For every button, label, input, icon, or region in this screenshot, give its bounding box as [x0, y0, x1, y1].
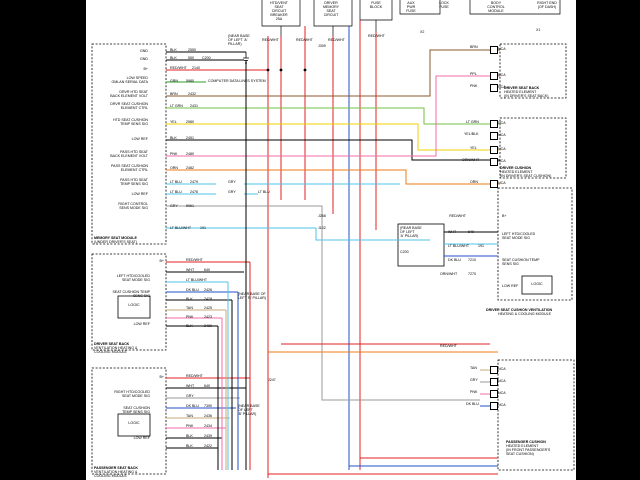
dsb-row-2-color: LT BLU/WHT	[186, 278, 208, 282]
splice-j102: J102	[318, 226, 326, 230]
right-row-1-color: PPL	[470, 72, 477, 76]
right-row-3-color: LT GRN	[466, 120, 479, 124]
mem-row-12-label2: SENS MODE SIG	[119, 206, 148, 210]
connector-label-3: NCA	[498, 121, 506, 125]
dsb-row-0-label: B+	[159, 259, 164, 263]
passenger-back-logic-label: LOGIC	[128, 421, 140, 425]
right-row-4-color: YEL/BLK	[464, 132, 479, 136]
passenger-seat-back-module-title: PASSENGER SEAT BACK	[94, 466, 138, 470]
connector-label-7: NCA	[498, 181, 506, 185]
mem-row-7-label: LOW REF	[131, 137, 148, 141]
dsb-row-5-color: TAN	[186, 306, 193, 310]
gry-label-1: GRY	[228, 180, 236, 184]
top-color-label-0: RED/WHT	[262, 38, 279, 42]
right-mid-row-1-label: LEFT HTD/COOLED	[502, 232, 536, 236]
mem-row-7-num: 2451	[186, 136, 194, 140]
bcm-label-4: RIGHT END	[537, 1, 557, 5]
connector-label-8: NCA	[498, 367, 506, 371]
mem-row-7-color: BLK	[170, 136, 177, 140]
fuse-label-aux-pwr-3: FUSE	[406, 9, 416, 13]
dsb-row-4-color: BLK	[186, 297, 193, 301]
mem-row-5-num: 2431	[190, 104, 198, 108]
mem-row-1-num: 550	[188, 56, 194, 60]
dsb-row-1-label: LEFT HTD/COOLED	[116, 274, 150, 278]
rear-base-left-a-2: OF LEFT	[400, 230, 415, 234]
bcm-label-3: MODULE	[488, 9, 504, 13]
psb-row-4-color: TAN	[186, 414, 193, 418]
driver-seat-back-module-title: DRIVER SEAT BACK	[94, 342, 130, 346]
right-mid-row-3-color: DK BLU	[448, 258, 461, 262]
dsb-row-1-num: 640	[204, 268, 210, 272]
near-base-b-pillar2-1: (NEAR BASE	[238, 404, 260, 408]
connector-pin-b-1	[490, 72, 498, 80]
right-mid-row-0-color: RED/WHT	[449, 214, 466, 218]
splice-j247: J247	[268, 378, 276, 382]
rear-base-left-a-1: (REAR BASE	[400, 226, 422, 230]
dsb-row-6-color: PNK	[186, 315, 194, 319]
splice-j309: J309	[318, 44, 326, 48]
mem-row-12-num: 5961	[186, 204, 194, 208]
psb-row-6-color: BLK	[186, 434, 193, 438]
fuse-label-aux-pwr-2: PWR	[406, 5, 416, 9]
near-base-left-a-pillar-2: OF LEFT 'A'	[228, 38, 248, 42]
fuse-label-lock-2: FUSE	[439, 5, 449, 9]
passenger-cushion-l3: (IN FRONT PASSENGER'S	[506, 448, 551, 452]
mem-row-9-num: 2482	[186, 166, 194, 170]
mem-row-4-num: 2432	[188, 92, 196, 96]
fuse-value-htd-vent: 25A	[275, 17, 283, 21]
mem-row-5-label: DRVR SEAT CUSHION	[110, 102, 148, 106]
right-mid-row-1-label2: SEAT MODE SIG	[502, 236, 531, 240]
redwht-lower-label: RED/WHT	[440, 344, 457, 348]
connector-pin-c-2	[490, 84, 498, 92]
right-row-8-color: TAN	[470, 366, 477, 370]
dsb-row-4-num: 2428	[204, 297, 212, 301]
driver-seat-back-element-l2: HEATED ELEMENT	[504, 90, 537, 94]
mem-row-10-color: LT BLU	[170, 180, 182, 184]
bcm-label-5: (OF DASH)	[537, 5, 557, 9]
mem-row-3-label2: GMLAN SERIAL DATA	[111, 80, 148, 84]
right-mid-row-1-color: WHT	[448, 230, 457, 234]
psb-row-0-label: B+	[159, 375, 164, 379]
mem-row-4-label: DRVR HTD SEAT	[119, 90, 148, 94]
right-row-9-color: GRY	[470, 378, 478, 382]
mem-row-11-label: LOW REF	[131, 192, 148, 196]
psb-row-4-num: 2436	[204, 414, 212, 418]
mem-row-8-num: 2480	[186, 152, 194, 156]
connector-x1-top: X1	[536, 28, 541, 32]
psb-row-3-num: 7390	[204, 404, 212, 408]
gry-label-2: GRY	[228, 190, 236, 194]
connector-pin-b-6	[490, 158, 498, 166]
rear-base-c-ref: C200	[400, 250, 409, 254]
letterbox-right-black	[576, 0, 640, 480]
mem-row-9-color: ORN	[170, 166, 178, 170]
computer-data-lines-label: COMPUTER DATA LINES SYSTEM	[208, 79, 266, 83]
psb-row-5-num: 2434	[204, 424, 212, 428]
dsb-row-3-label: SEAT CUSHION TEMP	[112, 290, 150, 294]
driver-back-logic-label: LOGIC	[128, 303, 140, 307]
fuse-label-aux-pwr: AUX	[407, 1, 415, 5]
psb-row-3-label: SEAT CUSHION	[123, 406, 150, 410]
ltblu-label-1: LT BLU	[258, 190, 270, 194]
connector-pin-b-9	[490, 378, 498, 386]
mem-row-10-label: PASS HTD SEAT	[120, 178, 148, 182]
mem-row-9-label2: ELEMENT CTRL	[120, 168, 148, 172]
connector-pin-a-5	[490, 146, 498, 154]
right-row-0-color: BRN	[470, 45, 478, 49]
right-mid-row-1-num: 640	[468, 230, 474, 234]
dsb-row-7-num: 2429	[204, 324, 212, 328]
mem-row-3-color: GRN	[170, 79, 178, 83]
connector-pin-b-11	[490, 402, 498, 410]
fuse-label-lock: LOCK	[439, 1, 449, 5]
connector-pin-a-3	[490, 120, 498, 128]
right-mid-row-2-num: 191	[478, 244, 484, 248]
psb-row-3-label2: TEMP SENS SIG	[122, 410, 150, 414]
mem-row-5-label2: ELEMENT CTRL	[120, 106, 148, 110]
fuse-label-htd-vent-2: SEAT	[274, 5, 284, 9]
right-mid-row-3-label2: SENS SIG	[502, 262, 519, 266]
right-mid-row-4-color: ORN/WHT	[440, 272, 458, 276]
fuse-label-driver-memory: DRIVER	[324, 1, 338, 5]
right-mid-row-3-num: 7210	[468, 258, 476, 262]
passenger-cushion-l1: PASSENGER CUSHION	[506, 440, 546, 444]
connector-label-6: NCA	[498, 159, 506, 163]
connector-pin-a-10	[490, 390, 498, 398]
psb-row-2-color: GRY	[186, 394, 194, 398]
mem-row-9-label: PASS SEAT CUSHION	[111, 164, 148, 168]
fuse-label-driver-memory-2: MEMORY	[322, 5, 340, 9]
near-base-left-a-pillar-3: PILLAR)	[228, 42, 242, 46]
driver-cushion-heated-l3: (IN DRIVER'S SEAT CUSHION)	[500, 174, 552, 178]
passenger-cushion-l2: HEATED ELEMENT	[506, 444, 539, 448]
mem-row-6-color: YEL	[170, 120, 177, 124]
near-base-b-pillar-2: LEFT 'B' PILLAR)	[238, 296, 267, 300]
connector-label-11: NCA	[498, 403, 506, 407]
connector-pin-a-8	[490, 366, 498, 374]
mem-row-1-extra: C200	[202, 56, 211, 60]
mem-row-0-label: GND	[140, 49, 148, 53]
driver-seat-back-module-l3: COOLING MODULE	[94, 350, 127, 354]
right-row-2-color: PNK	[470, 84, 478, 88]
mem-row-5-color: LT GRN	[170, 104, 183, 108]
driver-seat-back-module-l2: VENTILATION HEATING &	[94, 346, 138, 350]
bcm-label-1: BODY	[490, 1, 502, 5]
near-base-left-a-pillar-1: (NEAR BASE	[228, 34, 250, 38]
rear-base-left-a-3: 'A' PILLAR)	[400, 234, 419, 238]
driver-seat-back-element-l3: (IN DRIVER'S SEAT BACK)	[504, 94, 549, 98]
near-base-b-pillar2-3: 'B' PILLAR)	[238, 412, 257, 416]
mem-row-0-num: 2550	[188, 48, 196, 52]
mem-row-3-num: 5980	[186, 79, 194, 83]
fuse-label-fuse-block: FUSE	[371, 1, 381, 5]
right-row-6-color: ORN/WHT	[462, 158, 480, 162]
mem-row-4-color: BRN	[170, 92, 178, 96]
mem-row-2-label: B+	[143, 67, 148, 71]
dsb-row-1-label2: SEAT MODE SIG	[121, 278, 150, 282]
driver-seat-back-element-l1: DRIVER SEAT BACK	[504, 86, 540, 90]
mem-row-6-num: 2580	[186, 120, 194, 124]
right-row-7-color: ORN	[470, 180, 478, 184]
bcm-label-2: CONTROL	[487, 5, 505, 9]
passenger-cushion-l4: SEAT CUSHION)	[506, 452, 534, 456]
near-base-b-pillar2-2: OF LEFT	[238, 408, 253, 412]
mem-row-8-label: PASS HTD SEAT	[120, 150, 148, 154]
driver-cushion-heated-l1: DRIVER CUSHION	[500, 166, 532, 170]
mem-row-13-color: LT BLU/WHT	[170, 226, 192, 230]
right-mid-row-3-label: SEAT CUSHION TEMP	[502, 258, 540, 262]
fuse-label-htd-vent-4: BREAKER	[270, 13, 288, 17]
mem-row-11-color: LT BLU	[170, 190, 182, 194]
top-color-label-3: RED/WHT	[368, 34, 385, 38]
psb-row-5-color: PNK	[186, 424, 194, 428]
mem-row-8-color: PNK	[170, 152, 178, 156]
mem-row-3-label: LOW SPEED	[126, 76, 148, 80]
fuse-label-htd-vent: HTD/VENT	[270, 1, 288, 5]
connector-label-10: NCA	[498, 391, 506, 395]
fuse-label-driver-memory-4: CIRCUIT	[323, 13, 339, 17]
connector-label-2: NCA	[498, 85, 506, 89]
psb-row-6-label: LOW REF	[133, 436, 150, 440]
letterbox-left-black	[0, 0, 86, 480]
psb-row-0-color: RED/WHT	[186, 374, 203, 378]
right-mid-row-0-label: B+	[502, 214, 507, 218]
fuse-label-driver-memory-3: SEAT	[326, 9, 336, 13]
psb-row-7-color: BLK	[186, 444, 193, 448]
connector-x2-top: X2	[420, 30, 425, 34]
connector-pin-a-7	[490, 180, 498, 188]
dsb-row-0-color: RED/WHT	[186, 258, 203, 262]
connector-label-0: NCA	[498, 47, 506, 51]
connector-label-4: NCA	[498, 133, 506, 137]
psb-row-6-num: 2439	[204, 434, 212, 438]
connector-label-5: NCA	[498, 147, 506, 151]
near-base-b-pillar-1: (NEAR BASE OF	[238, 292, 266, 296]
connector-label-9: NCA	[498, 379, 506, 383]
psb-row-1-label: RIGHT HTD/COOLED	[114, 390, 150, 394]
mem-row-4-label2: BACK ELEMENT VOLT	[110, 94, 148, 98]
right-mid-row-2-color: LT BLU/WHT	[448, 244, 470, 248]
driver-cushion-module-l1: DRIVER SEAT CUSHION VENTILATION	[486, 308, 553, 312]
psb-row-1-label2: SEAT MODE SIG	[121, 394, 150, 398]
driver-cushion-module-l2: HEATING & COOLING MODULE	[498, 312, 552, 316]
right-mid-row-4-num: 7270	[468, 272, 476, 276]
driver-cushion-heated-l2: HEATED ELEMENT	[500, 170, 533, 174]
fuse-label-fuse-block-2: BLOCK	[369, 5, 383, 9]
mem-row-10-num: 2479	[190, 180, 198, 184]
mem-row-12-label: RIGHT CONTROL	[118, 202, 148, 206]
passenger-seat-back-module-l2: VENTILATION HEATING &	[94, 470, 138, 474]
dsb-row-5-num: 2425	[204, 306, 212, 310]
mem-row-1-color: BLK	[170, 56, 177, 60]
connector-label-1: NCA	[498, 73, 506, 77]
mem-row-2-num: 2140	[192, 66, 200, 70]
dsb-row-7-label: LOW REF	[133, 322, 150, 326]
dsb-row-1-color: WHT	[186, 268, 195, 272]
mem-row-1-label: GND	[140, 57, 148, 61]
right-row-11-color: DK BLU	[466, 402, 479, 406]
mem-row-6-label2: TEMP SENS SIG	[120, 122, 148, 126]
dsb-row-6-num: 2423	[204, 315, 212, 319]
connector-pin-b-4	[490, 132, 498, 140]
dsb-row-7-color: BLK	[186, 324, 193, 328]
passenger-seat-back-module-l3: COOLING MODULE	[94, 474, 127, 478]
right-mid-row-4-label: LOW REF	[502, 284, 519, 288]
fuse-label-htd-vent-3: CIRCUIT	[271, 9, 287, 13]
dsb-row-3-label2: SENS SIG	[133, 294, 150, 298]
dsb-row-3-color: DK BLU	[186, 288, 199, 292]
mem-row-13-num: 191	[200, 226, 206, 230]
mem-row-6-label: HTD SEAT CUSHION	[112, 118, 148, 122]
right-row-5-color: YEL	[470, 146, 477, 150]
mem-row-8-label2: BACK ELEMENT VOLT	[110, 154, 148, 158]
dsb-row-3-num: 2426	[204, 288, 212, 292]
driver-cushion-logic-label: LOGIC	[531, 282, 543, 286]
psb-row-1-color: WHT	[186, 384, 195, 388]
psb-row-7-num: 2422	[204, 444, 212, 448]
mem-row-12-color: GRY	[170, 204, 178, 208]
memory-seat-module-title: MEMORY SEAT MODULE	[94, 236, 137, 240]
psb-row-1-num: 640	[204, 384, 210, 388]
top-color-label-2: RED/WHT	[328, 38, 345, 42]
mem-row-11-num: 2476	[190, 190, 198, 194]
top-color-label-1: RED/WHT	[296, 38, 313, 42]
mem-row-10-label2: TEMP SENS SIG	[120, 182, 148, 186]
memory-seat-module-sub: (UNDER DRIVER'S SEAT)	[94, 240, 137, 244]
mem-row-2-color: RED/WHT	[170, 66, 187, 70]
connector-pin-a-0	[490, 46, 498, 54]
right-row-10-color: PNK	[470, 390, 478, 394]
mem-row-0-color: BLK	[170, 48, 177, 52]
splice-j268: J268	[318, 214, 326, 218]
psb-row-3-color: DK BLU	[186, 404, 199, 408]
